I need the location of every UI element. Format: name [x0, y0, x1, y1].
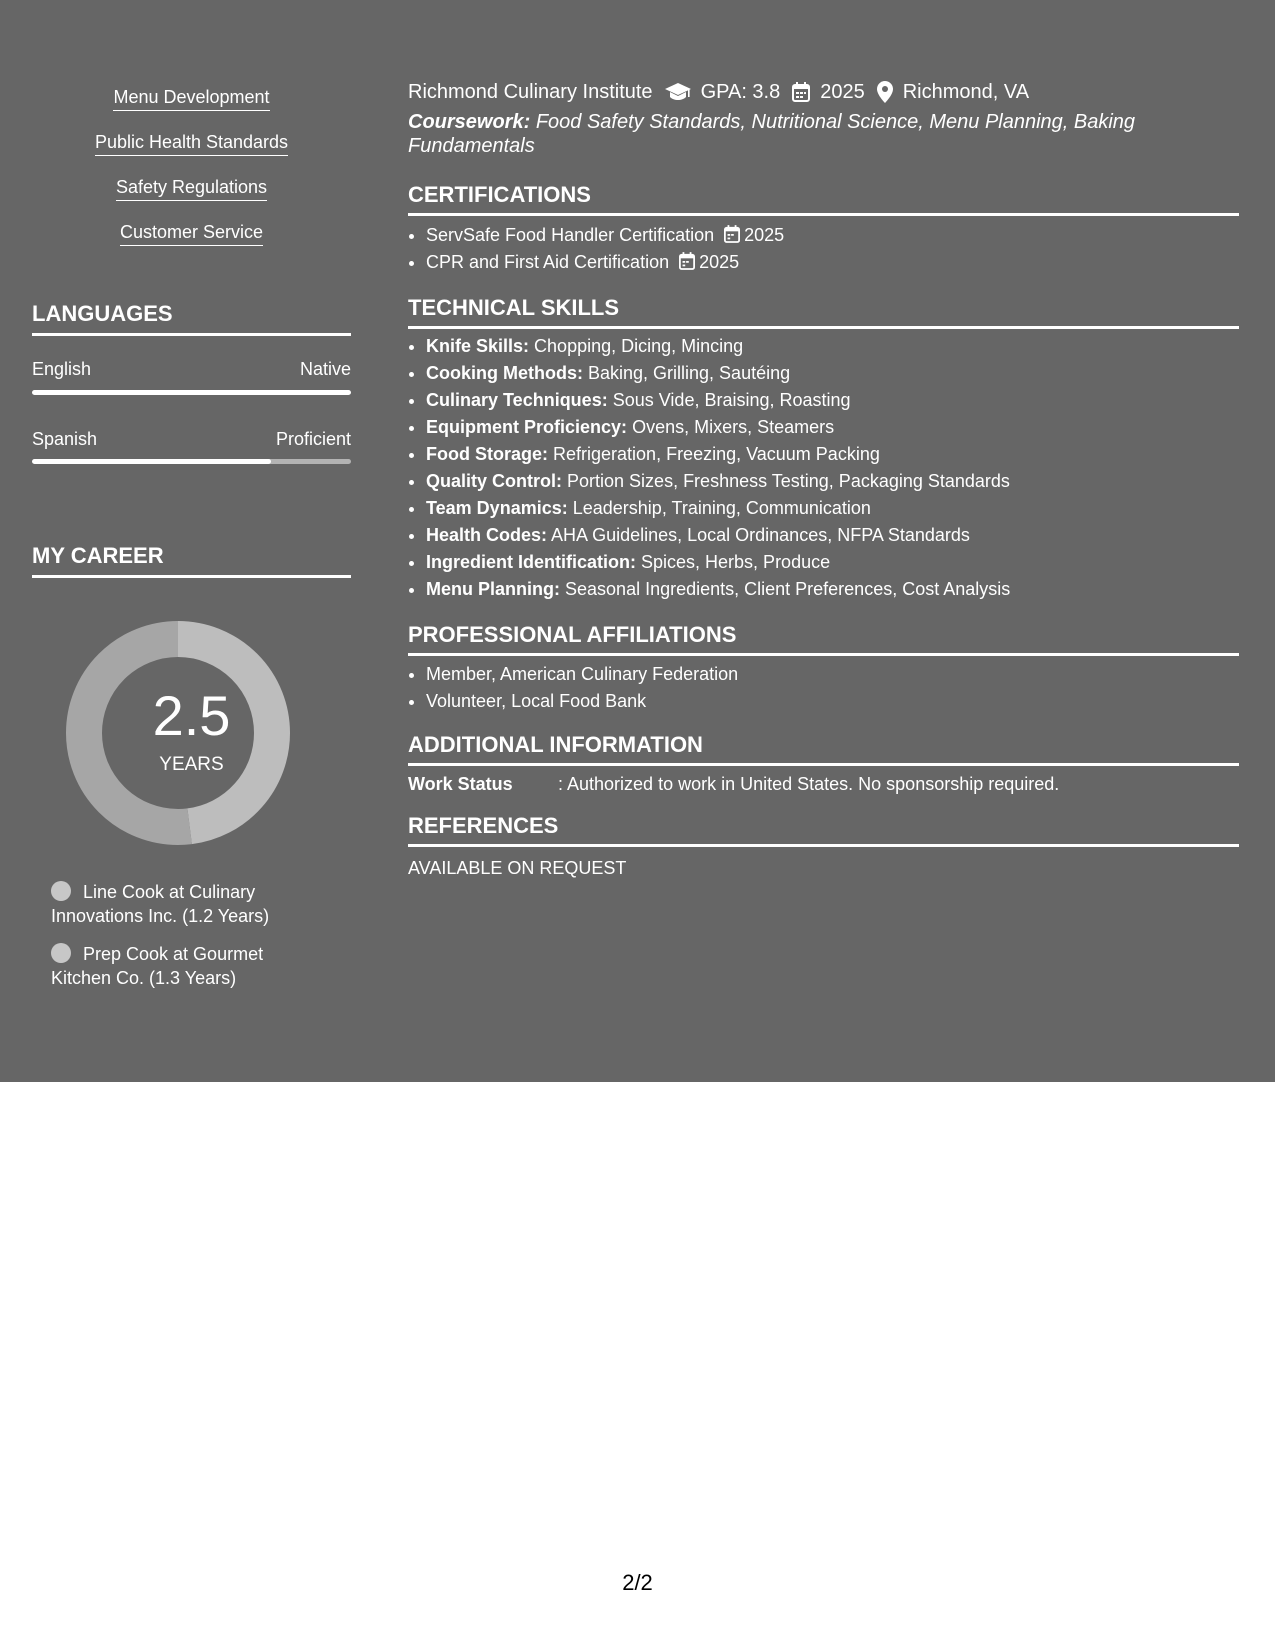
- language-name: Spanish: [32, 429, 98, 449]
- work-status-label: Work Status: [408, 774, 513, 794]
- skill-category: Menu Planning:: [426, 579, 560, 599]
- technical-skill-item: [426, 333, 1239, 360]
- graduation-cap-icon: [665, 83, 691, 101]
- work-status: [408, 773, 1059, 795]
- skill-values: Spices, Herbs, Produce: [641, 552, 831, 572]
- skill-values: Refrigeration, Freezing, Vacuum Packing: [553, 444, 880, 464]
- affiliation-item: • Volunteer, Local Food Bank: [426, 688, 1239, 715]
- location-pin-icon: [877, 81, 893, 103]
- school-name: Richmond Culinary Institute: [408, 81, 653, 103]
- language-level: Native: [299, 359, 351, 379]
- skill-values: Chopping, Dicing, Mincing: [534, 336, 744, 356]
- education-line: [408, 79, 1029, 105]
- career-total-years: 2.5: [152, 684, 231, 747]
- technical-skill-item: [426, 549, 1239, 576]
- career-legend-item: [51, 942, 311, 990]
- certification-year: 2025: [699, 252, 740, 272]
- technical-skill-item: [426, 360, 1239, 387]
- certification-year: 2025: [744, 225, 785, 245]
- school-location: Richmond, VA: [902, 81, 1030, 103]
- certifications-heading: CERTIFICATIONS: [408, 182, 1239, 216]
- career-total-unit: YEARS: [159, 754, 224, 775]
- language-proficiency-bar: [32, 459, 351, 464]
- skill-category: Ingredient Identification:: [426, 552, 636, 572]
- skill-tag: Safety Regulations: [116, 176, 267, 201]
- technical-skills-heading: TECHNICAL SKILLS: [408, 295, 1239, 329]
- skill-category: Quality Control:: [426, 471, 562, 491]
- career-role-label: Prep Cook at Gourmet Kitchen Co. (1.3 Years): [51, 944, 264, 988]
- coursework: [408, 110, 1168, 158]
- career-role-label: Line Cook at Culinary Innovations Inc. (1.2 Years): [51, 882, 270, 926]
- references-heading: REFERENCES: [408, 813, 1239, 847]
- career-heading: MY CAREER: [32, 543, 351, 578]
- references-text: AVAILABLE ON REQUEST: [408, 858, 627, 878]
- skill-category: Food Storage:: [426, 444, 548, 464]
- skill-tag: Menu Development: [113, 86, 269, 111]
- certification-item: [426, 249, 1239, 276]
- coursework-list: Food Safety Standards, Nutritional Science, Menu Planning, Baking Fundamentals: [408, 111, 1136, 157]
- language-row: [32, 429, 351, 450]
- language-row: [32, 359, 351, 380]
- certification-item: [426, 222, 1239, 249]
- work-status-value: : Authorized to work in United States. No sponsorship required.: [558, 774, 1060, 794]
- skill-tag-list: [32, 86, 351, 266]
- skill-category: Equipment Proficiency:: [426, 417, 628, 437]
- skill-tag: Customer Service: [120, 221, 263, 246]
- calendar-icon: [792, 82, 810, 102]
- coursework-label: Coursework:: [408, 111, 531, 133]
- calendar-icon: [724, 225, 740, 243]
- skill-values: Seasonal Ingredients, Client Preferences, Cost Analysis: [565, 579, 1011, 599]
- legend-dot-icon: [51, 881, 71, 901]
- skill-values: AHA Guidelines, Local Ordinances, NFPA Standards: [551, 525, 970, 545]
- technical-skill-item: [426, 576, 1239, 603]
- language-proficiency-fill: [32, 390, 351, 395]
- technical-skill-item: [426, 468, 1239, 495]
- affiliation-item: • Member, American Culinary Federation: [426, 661, 1239, 688]
- technical-skill-item: [426, 495, 1239, 522]
- languages-heading: LANGUAGES: [32, 301, 351, 336]
- technical-skill-item: [426, 414, 1239, 441]
- language-name: English: [32, 359, 92, 379]
- technical-skills-list: [408, 333, 1239, 603]
- technical-skill-item: [426, 387, 1239, 414]
- language-proficiency-fill: [32, 459, 271, 464]
- career-legend-item: [51, 880, 311, 928]
- language-proficiency-bar: [32, 390, 351, 395]
- technical-skill-item: [426, 441, 1239, 468]
- graduation-year: 2025: [820, 81, 865, 103]
- additional-information-heading: ADDITIONAL INFORMATION: [408, 732, 1239, 766]
- skill-category: Health Codes:: [426, 525, 548, 545]
- page-number: 2/2: [622, 1570, 653, 1595]
- legend-dot-icon: [51, 943, 71, 963]
- skill-values: Portion Sizes, Freshness Testing, Packaging Standards: [567, 471, 1010, 491]
- affiliations-heading: PROFESSIONAL AFFILIATIONS: [408, 622, 1239, 656]
- skill-values: Sous Vide, Braising, Roasting: [612, 390, 851, 410]
- certification-name: ServSafe Food Handler Certification: [426, 225, 715, 245]
- skill-values: Ovens, Mixers, Steamers: [632, 417, 835, 437]
- skill-category: Knife Skills:: [426, 336, 530, 356]
- affiliations-list: [408, 661, 1239, 715]
- language-level: Proficient: [275, 429, 351, 449]
- skill-values: Leadership, Training, Communication: [572, 498, 871, 518]
- certification-name: CPR and First Aid Certification: [426, 252, 670, 272]
- skill-category: Culinary Techniques:: [426, 390, 608, 410]
- technical-skill-item: [426, 522, 1239, 549]
- skill-category: Team Dynamics:: [426, 498, 568, 518]
- skill-tag: Public Health Standards: [95, 131, 288, 156]
- skill-category: Cooking Methods:: [426, 363, 583, 383]
- calendar-icon: [679, 252, 695, 270]
- skill-values: Baking, Grilling, Sautéing: [588, 363, 791, 383]
- certifications-list: [408, 222, 1239, 276]
- gpa: GPA: 3.8: [700, 81, 781, 103]
